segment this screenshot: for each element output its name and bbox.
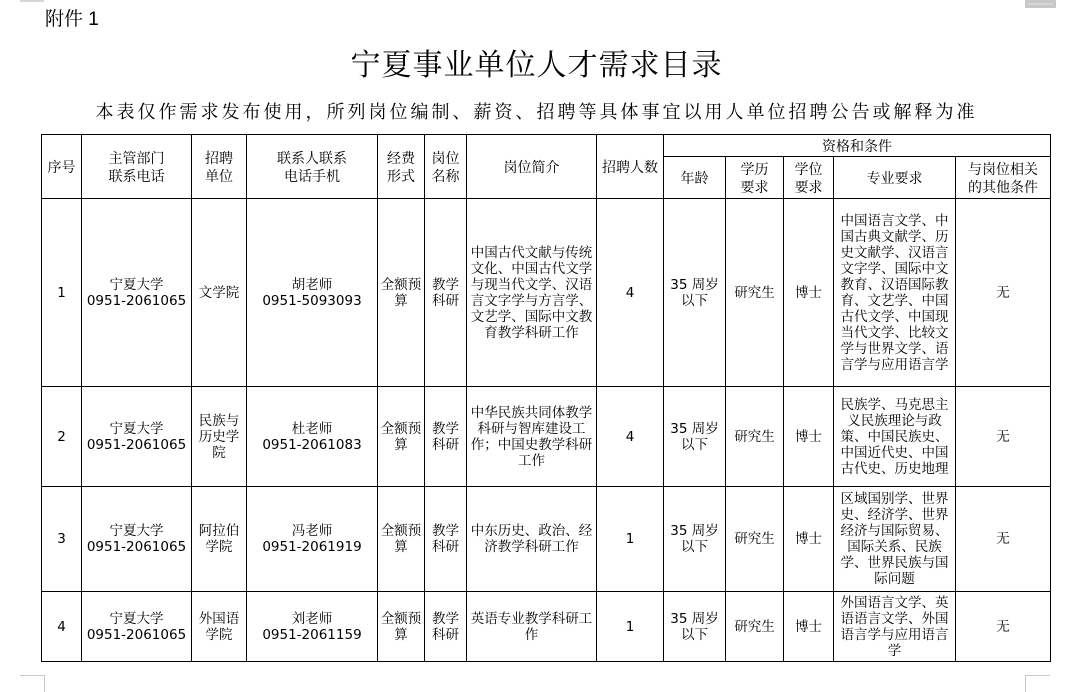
cell-contact: 刘老师 0951-2061159 [247,592,378,662]
cell-degree: 博士 [784,199,834,387]
cell-unit: 外国语学院 [192,592,247,662]
table-row [42,199,1051,387]
cell-intro: 中东历史、政治、经济教学科研工作 [467,487,597,592]
cell-seq: 3 [42,487,82,592]
cell-major: 外国语言文学、英语语言文学、外国语言学与应用语言学 [834,592,956,662]
cell-position: 教学科研 [425,199,467,387]
cell-other: 无 [956,487,1051,592]
cell-degree: 博士 [784,387,834,487]
page-corner-mark-top-left [20,0,44,2]
header-major: 专业要求 [834,157,956,199]
cell-dept: 宁夏大学 0951-2061065 [82,592,192,662]
cell-degree: 博士 [784,592,834,662]
cell-funding: 全额预算 [378,487,425,592]
cell-intro: 中国古代文献与传统文化、中国古代文学与现当代文学、汉语言文字学与方言学、文艺学、国际中文教育教学科研工作 [467,199,597,387]
cell-education: 研究生 [726,387,784,487]
cell-funding: 全额预算 [378,199,425,387]
cell-age: 35 周岁以下 [664,592,726,662]
cell-seq: 2 [42,387,82,487]
cell-education: 研究生 [726,199,784,387]
cell-seq: 4 [42,592,82,662]
cell-intro: 英语专业教学科研工作 [467,592,597,662]
document-subtitle: 本表仅作需求发布使用，所列岗位编制、薪资、招聘等具体事宜以用人单位招聘公告或解释为准 [95,102,978,123]
cell-age: 35 周岁以下 [664,487,726,592]
cell-seq: 1 [42,199,82,387]
cell-other: 无 [956,199,1051,387]
header-education: 学历 要求 [726,157,784,199]
header-seq: 序号 [42,135,82,199]
header-position: 岗位 名称 [425,135,467,199]
cell-count: 1 [597,487,664,592]
cell-major: 中国语言文学、中国古典文献学、历史文献学、汉语言文字学、国际中文教育、汉语国际教育、文艺学、中国古代文学、中国现当代文学、比较文学与世界文学、语言学与应用语言学 [834,199,956,387]
cell-position: 教学科研 [425,487,467,592]
cell-count: 4 [597,387,664,487]
header-degree: 学位 要求 [784,157,834,199]
cell-major: 区域国别学、世界史、经济学、世界经济与国际贸易、国际关系、民族学、世界民族与国际问题 [834,487,956,592]
cell-major: 民族学、马克思主义民族理论与政策、中国民族史、中国近代史、中国古代史、历史地理 [834,387,956,487]
cell-contact: 胡老师 0951-5093093 [247,199,378,387]
header-contact: 联系人联系 电话手机 [247,135,378,199]
cell-education: 研究生 [726,592,784,662]
cell-unit: 民族与历史学院 [192,387,247,487]
header-count: 招聘人数 [597,135,664,199]
talent-demand-table [41,134,1051,662]
attachment-label: 附件 1 [45,9,99,30]
table-row [42,592,1051,662]
table-row [42,387,1051,487]
header-intro: 岗位简介 [467,135,597,199]
page-corner-mark-bottom-right [1025,675,1050,692]
header-dept: 主管部门 联系电话 [82,135,192,199]
header-age: 年龄 [664,157,726,199]
cell-unit: 文学院 [192,199,247,387]
cell-dept: 宁夏大学 0951-2061065 [82,487,192,592]
cell-funding: 全额预算 [378,592,425,662]
cell-other: 无 [956,387,1051,487]
cell-count: 4 [597,199,664,387]
table-row [42,487,1051,592]
cell-position: 教学科研 [425,592,467,662]
cell-contact: 杜老师 0951-2061083 [247,387,378,487]
page-corner-mark-top-right [1025,0,1056,8]
header-funding: 经费 形式 [378,135,425,199]
cell-position: 教学科研 [425,387,467,487]
cell-funding: 全额预算 [378,387,425,487]
document-title: 宁夏事业单位人才需求目录 [350,49,723,82]
cell-contact: 冯老师 0951-2061919 [247,487,378,592]
cell-dept: 宁夏大学 0951-2061065 [82,387,192,487]
cell-other: 无 [956,592,1051,662]
cell-age: 35 周岁以下 [664,199,726,387]
cell-dept: 宁夏大学 0951-2061065 [82,199,192,387]
cell-intro: 中华民族共同体教学科研与智库建设工作；中国史教学科研工作 [467,387,597,487]
header-qualifications-group: 资格和条件 [664,135,1051,157]
page-corner-mark-bottom-left [20,675,45,692]
cell-unit: 阿拉伯学院 [192,487,247,592]
header-unit: 招聘 单位 [192,135,247,199]
cell-degree: 博士 [784,487,834,592]
header-other: 与岗位相关 的其他条件 [956,157,1051,199]
cell-age: 35 周岁以下 [664,387,726,487]
cell-count: 1 [597,592,664,662]
cell-education: 研究生 [726,487,784,592]
